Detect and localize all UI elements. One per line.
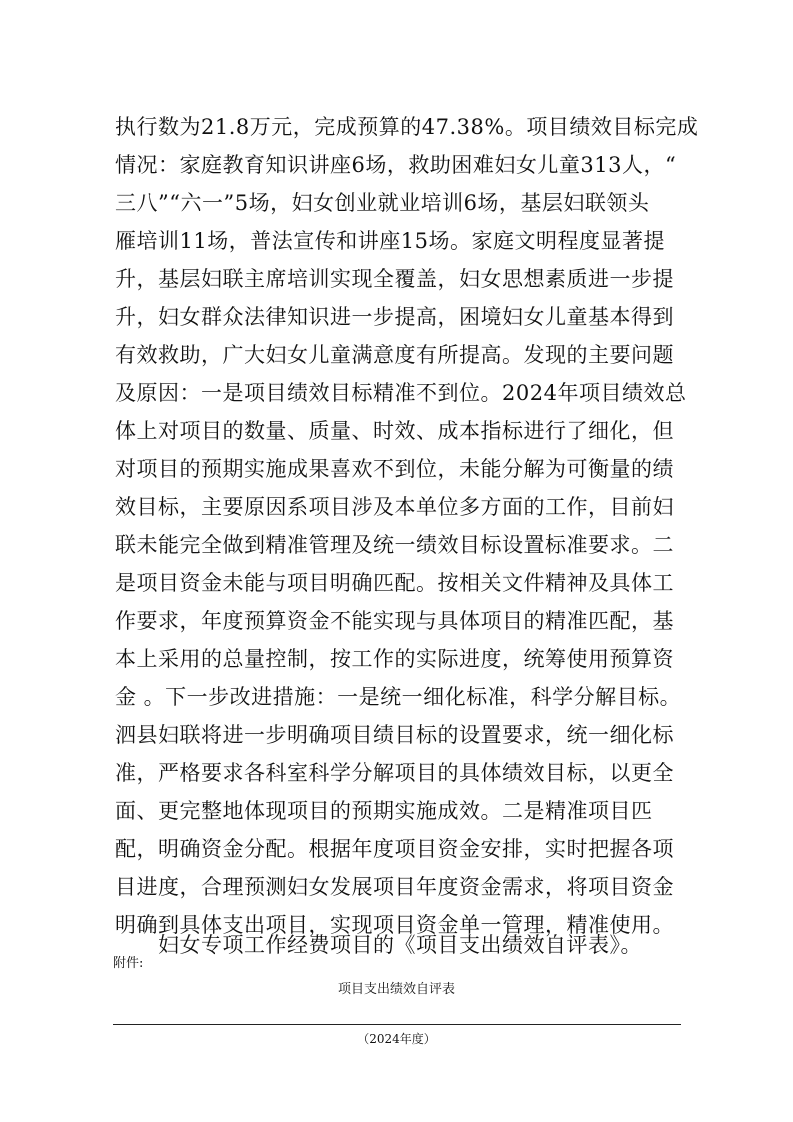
text-line: 目进度，合理预测妇女发展项目年度资金需求，将项目资金 <box>115 875 674 899</box>
text-line: 升，妇女群众法律知识进一步提高，困境妇女儿童基本得到 <box>115 305 674 329</box>
text-line: 效目标，主要原因系项目涉及本单位多方面的工作，目前妇 <box>115 495 674 519</box>
main-paragraph <box>115 108 699 944</box>
text-line: 升，基层妇联主席培训实现全覆盖，妇女思想素质进一步提 <box>115 267 674 291</box>
text-line: 及原因：一是项目绩效目标精准不到位。2024年项目绩效总 <box>115 381 687 405</box>
text-line: 有效救助，广大妇女儿童满意度有所提高。发现的主要问题 <box>115 343 674 367</box>
title-divider <box>113 1024 681 1025</box>
text-line: 体上对项目的数量、质量、时效、成本指标进行了细化，但 <box>115 419 674 443</box>
text-line: 联未能完全做到精准管理及统一绩效目标设置标准要求。二 <box>115 533 674 557</box>
text-line: 执行数为21.8万元，完成预算的47.38%。项目绩效目标完成 <box>115 115 699 139</box>
text-line: 情况：家庭教育知识讲座6场，救助困难妇女儿童313人，“ <box>115 153 677 177</box>
text-line: 三八”“六一”5场，妇女创业就业培训6场，基层妇联领头 <box>115 191 650 215</box>
text-line: 是项目资金未能与项目明确匹配。按相关文件精神及具体工 <box>115 571 674 595</box>
text-line: 配，明确资金分配。根据年度项目资金安排，实时把握各项 <box>115 837 674 861</box>
attachment-label: 附件: <box>113 956 144 971</box>
text-line: 明确到具体支出项目，实现项目资金单一管理，精准使用。 <box>115 913 674 937</box>
text-line: 准，严格要求各科室科学分解项目的具体绩效目标，以更全 <box>115 761 674 785</box>
text-line: 对项目的预期实施成果喜欢不到位，未能分解为可衡量的绩 <box>115 457 674 481</box>
text-line: 作要求，年度预算资金不能实现与具体项目的精准匹配，基 <box>115 609 674 633</box>
form-year: （2024年度） <box>357 1032 436 1046</box>
text-line: 面、更完整地体现项目的预期实施成效。二是精准项目匹 <box>115 799 653 823</box>
text-line: 金 。下一步改进措施：一是统一细化标准，科学分解目标。 <box>115 685 682 709</box>
attachment-intro-paragraph: 妇女专项工作经费项目的《项目支出绩效自评表》。 <box>158 933 642 957</box>
form-title: 项目支出绩效自评表 <box>337 982 455 997</box>
text-line: 本上采用的总量控制，按工作的实际进度，统筹使用预算资 <box>115 647 674 671</box>
text-line: 雁培训11场，普法宣传和讲座15场。家庭文明程度显著提 <box>115 229 665 253</box>
text-line: 泗县妇联将进一步明确项目绩目标的设置要求，统一细化标 <box>115 723 674 747</box>
